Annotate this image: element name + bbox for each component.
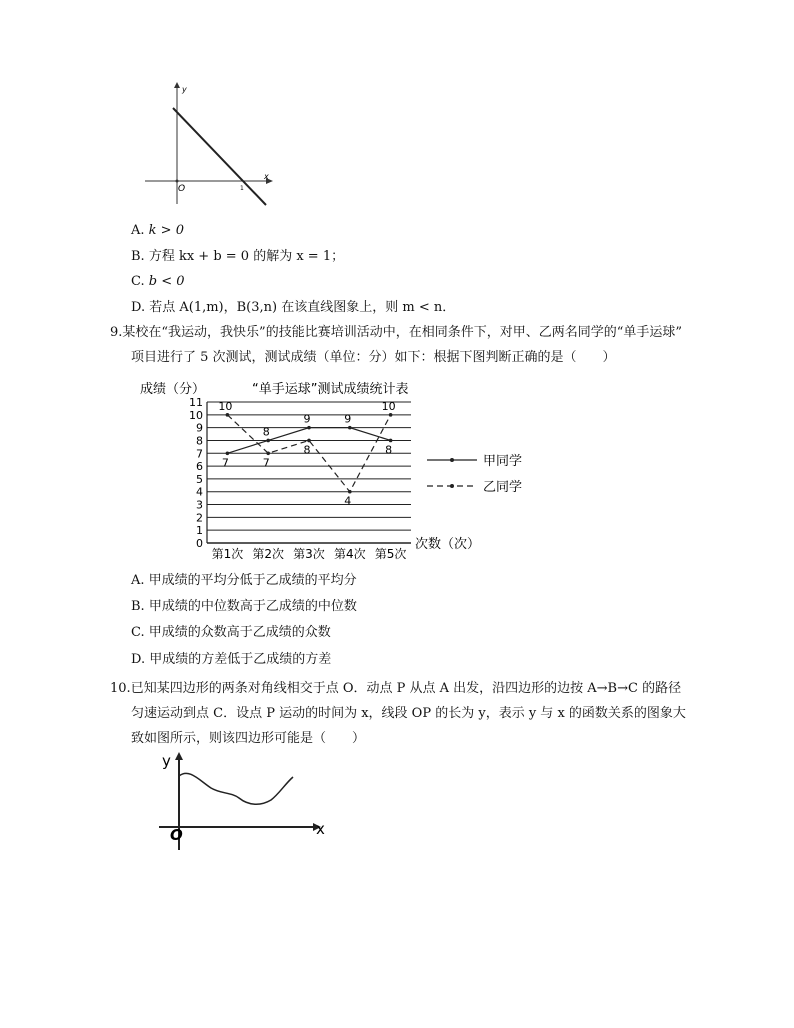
q10-stem-line3: 致如图所示，则该四边形可能是（ ） xyxy=(131,731,366,746)
chart-y-ticks xyxy=(189,396,203,550)
option-prefix: D. xyxy=(131,300,146,315)
series-2-point xyxy=(266,451,270,455)
series-2-data-label: 8 xyxy=(303,443,311,457)
y-tick-label: 9 xyxy=(196,421,203,435)
chart-title: “单手运球”测试成绩统计表 xyxy=(252,382,409,397)
series-1-point xyxy=(266,439,270,443)
option-prefix: D. xyxy=(131,652,146,667)
q8-y-arrow xyxy=(174,82,180,88)
question-text: 已知某四边形的两条对角线相交于点 O．动点 P 从点 A 出发，沿四边形的边按 A→B→C 的路径 xyxy=(130,681,682,696)
series-1-point xyxy=(307,426,311,430)
question-number: 10. xyxy=(110,681,131,696)
y-tick-label: 11 xyxy=(189,396,203,409)
y-tick-label: 8 xyxy=(196,434,203,448)
series-1-data-label: 8 xyxy=(262,425,270,439)
option-text: 甲成绩的中位数高于乙成绩的中位数 xyxy=(148,599,357,614)
q9-option-a xyxy=(131,571,357,591)
q9-option-c xyxy=(131,623,331,643)
x-tick-label: 第4次 xyxy=(333,547,366,561)
question-text: 某校在“我运动，我快乐”的技能比赛培训活动中，在相同条件下，对甲、乙两名同学的“单手运球” xyxy=(122,325,682,340)
option-prefix: B. xyxy=(131,599,145,614)
series-2-data-label: 10 xyxy=(381,399,396,413)
q10-x-label: x xyxy=(316,820,325,838)
q8-line-graph xyxy=(140,82,275,212)
q10-function-curve xyxy=(179,773,293,804)
x-tick-label: 第1次 xyxy=(211,547,244,561)
q10-y-arrow xyxy=(175,752,183,760)
q9-stem-line1 xyxy=(110,323,682,343)
y-tick-label: 2 xyxy=(196,511,203,525)
option-text: 方程 kx + b = 0 的解为 x = 1； xyxy=(148,249,345,264)
question-number: 9. xyxy=(110,325,123,340)
q10-stem-line2: 匀速运动到点 C．设点 P 运动的时间为 x，线段 OP 的长为 y，表示 y 与 x 的函数关系的图象大 xyxy=(131,706,686,721)
q10-origin-label: O xyxy=(170,826,183,844)
q10-curve-graph xyxy=(155,748,335,856)
option-text: 甲成绩的平均分低于乙成绩的平均分 xyxy=(148,573,357,588)
q9-option-d xyxy=(131,650,331,670)
option-prefix: C. xyxy=(131,274,145,289)
series-1-data-label: 7 xyxy=(221,456,229,470)
y-tick-label: 4 xyxy=(196,485,203,499)
legend-marker-solid xyxy=(450,458,454,462)
y-tick-label: 6 xyxy=(196,460,203,474)
q10-stem-line1 xyxy=(110,679,681,699)
option-prefix: B. xyxy=(131,249,145,264)
series-2-point xyxy=(348,490,352,494)
chart-x-axis-title: 次数（次） xyxy=(415,537,481,552)
option-text: k > 0 xyxy=(148,223,184,238)
legend-marker-dashed xyxy=(450,484,454,488)
y-tick-label: 1 xyxy=(196,524,203,538)
y-tick-label: 10 xyxy=(189,408,203,422)
q8-function-line xyxy=(173,108,266,205)
series-2-data-label: 7 xyxy=(262,456,270,470)
series-2-point xyxy=(307,439,311,443)
chart-y-axis-title: 成绩（分） xyxy=(140,382,206,397)
chart-x-ticks xyxy=(212,546,407,561)
option-prefix: A. xyxy=(131,573,145,588)
option-prefix: C. xyxy=(131,625,145,640)
series-2-point xyxy=(389,413,393,417)
legend-label-series-a: 甲同学 xyxy=(483,454,523,469)
q8-origin-dot xyxy=(176,180,179,183)
q8-option-a xyxy=(131,221,184,241)
x-tick-label: 第3次 xyxy=(293,547,325,561)
series-1-point xyxy=(226,451,230,455)
option-text: b < 0 xyxy=(148,274,185,289)
q8-tick-label: 1 xyxy=(240,185,244,192)
y-tick-label: 3 xyxy=(196,498,203,512)
series-2-data-label: 4 xyxy=(344,494,352,508)
series-2-point xyxy=(226,413,230,417)
q8-option-d xyxy=(131,298,455,318)
q8-y-label: y xyxy=(182,85,187,94)
series-1-point xyxy=(389,439,393,443)
q9-stem-line2: 项目进行了 5 次测试，测试成绩（单位：分）如下：根据下图判断正确的是（ ） xyxy=(131,350,616,365)
series-1-point xyxy=(348,426,352,430)
q8-option-c xyxy=(131,272,185,292)
q8-origin-label: O xyxy=(178,184,186,194)
option-text: 甲成绩的方差低于乙成绩的方差 xyxy=(149,652,332,667)
option-prefix: A. xyxy=(131,223,145,238)
q10-y-label: y xyxy=(162,752,171,770)
option-text: 甲成绩的众数高于乙成绩的众数 xyxy=(148,625,331,640)
series-1-data-label: 9 xyxy=(344,412,352,426)
option-text: 若点 A(1,m)，B(3,n) 在该直线图象上，则 m < n． xyxy=(149,300,456,315)
series-1-data-label: 8 xyxy=(385,443,393,457)
q8-x-label: x xyxy=(264,172,269,181)
x-tick-label: 第5次 xyxy=(374,547,407,561)
y-tick-label: 5 xyxy=(196,472,203,486)
y-tick-label: 7 xyxy=(196,447,203,461)
q9-option-b xyxy=(131,597,357,617)
q9-score-chart xyxy=(135,378,555,568)
legend-label-series-b: 乙同学 xyxy=(483,480,523,495)
y-tick-label: 0 xyxy=(196,537,203,550)
chart-legend xyxy=(427,454,522,495)
series-2-data-label: 10 xyxy=(218,399,233,413)
q8-option-b xyxy=(131,247,344,267)
x-tick-label: 第2次 xyxy=(252,547,285,561)
series-1-data-label: 9 xyxy=(303,412,311,426)
